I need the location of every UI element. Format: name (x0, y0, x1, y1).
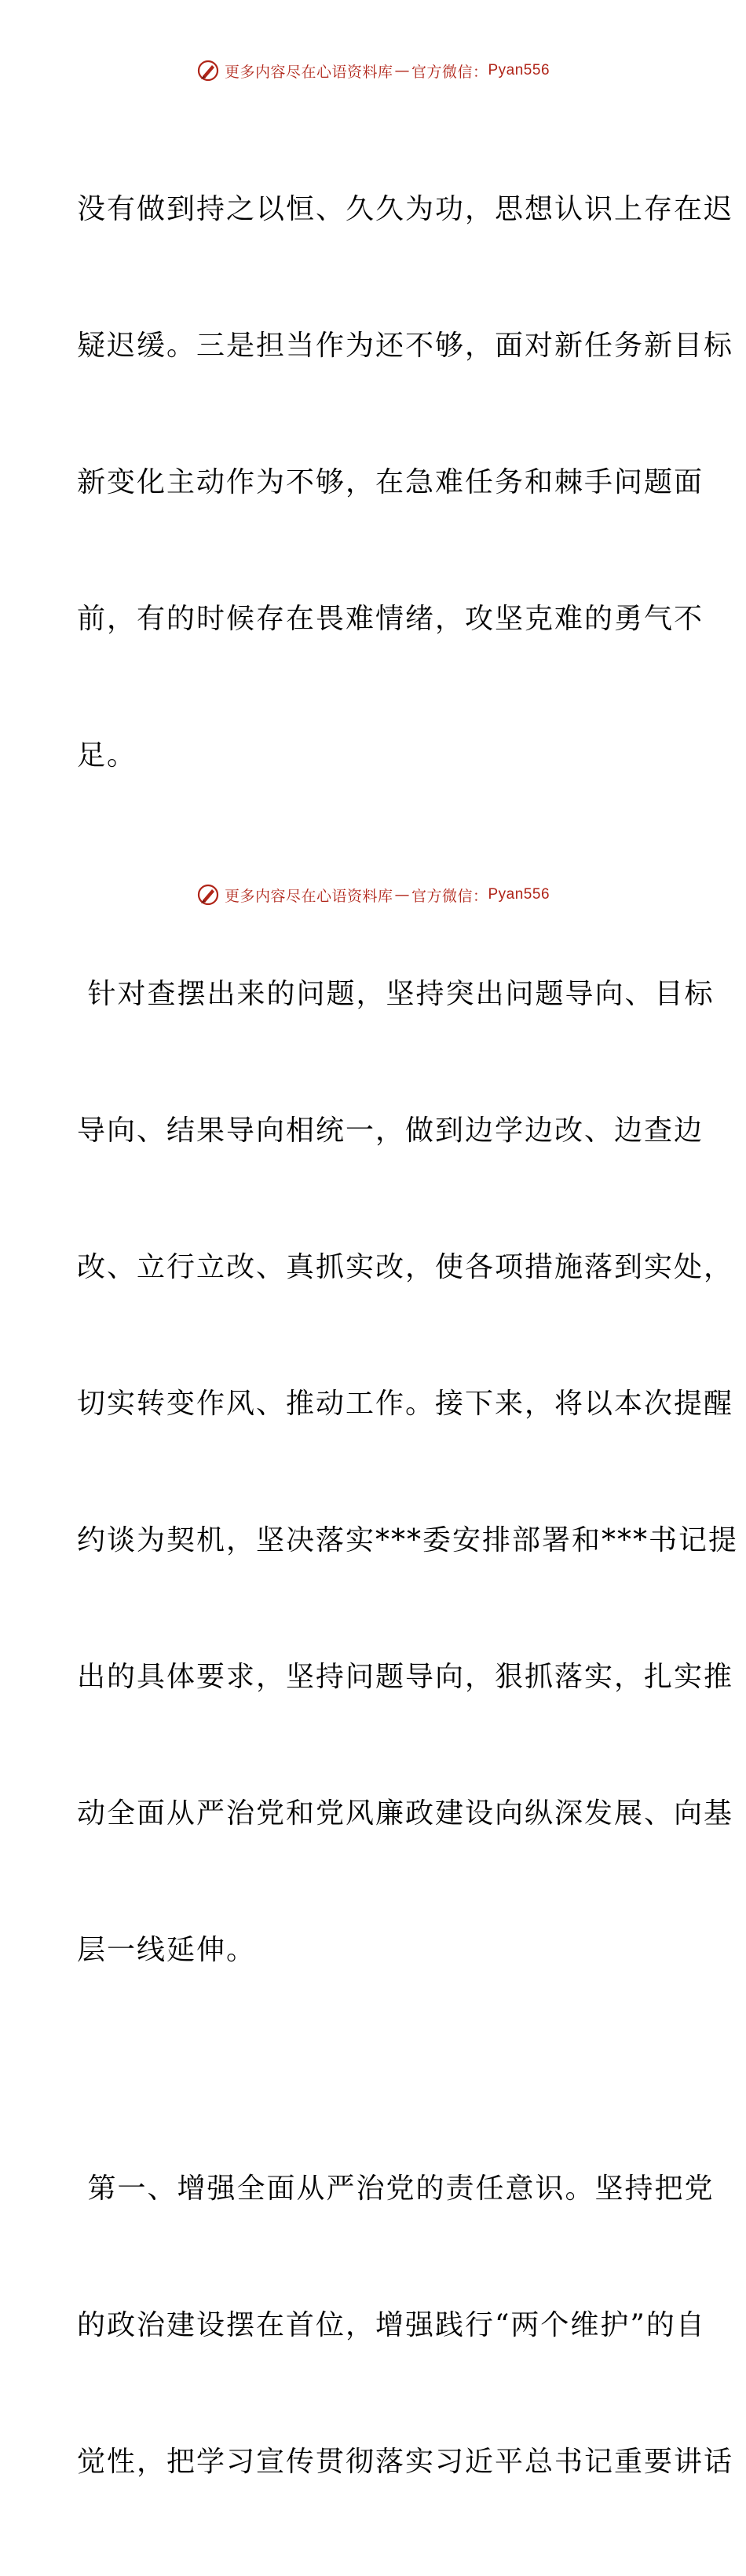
document-body (77, 96, 739, 2576)
watermark-official: 官方微信： (411, 887, 488, 905)
pen-circle-icon (196, 59, 220, 82)
text-line: 足。 (77, 739, 137, 772)
paragraph-2 (77, 881, 739, 2064)
header-watermark (0, 55, 746, 86)
text-line: 没有做到持之以恒、久久为功，思想认识上存在迟 (77, 193, 734, 225)
text-line: 第一、增强全面从严治党的责任意识。坚持把党 (77, 2173, 715, 2205)
text-line: 动全面从严治党和党风廉政建设向纵深发展、向基 (77, 1797, 734, 1830)
watermark-handle: Pyan556 (488, 886, 550, 903)
paragraph-3 (77, 2075, 734, 2576)
text-line: 改、立行立改、真抓实改，使各项措施落到实处， (77, 1251, 734, 1283)
watermark-text: 更多内容尽在心语资料库 (224, 63, 393, 81)
text-line: 层一线延伸。 (77, 1934, 257, 1966)
text-line: 约谈为契机，坚决落实***委安排部署和***书记提 (77, 1524, 739, 1556)
watermark-separator: — (394, 886, 410, 903)
watermark-official: 官方微信： (411, 63, 488, 81)
text-line: 导向、结果导向相统一，做到边学边改、边查边 (77, 1115, 704, 1147)
paragraph-1 (77, 96, 734, 870)
watermark-separator: — (394, 62, 410, 79)
text-line: 的政治建设摆在首位，增强践行“两个维护”的自 (77, 2309, 706, 2341)
text-line: 切实转变作风、推动工作。接下来，将以本次提醒 (77, 1388, 734, 1420)
pen-circle-icon (196, 883, 220, 907)
text-line: 觉性，把学习宣传贯彻落实习近平总书记重要讲话 (77, 2446, 734, 2478)
text-line: 出的具体要求，坚持问题导向，狠抓落实，扎实推 (77, 1661, 734, 1693)
watermark-handle: Pyan556 (488, 62, 550, 78)
footer-watermark (0, 879, 746, 910)
watermark-text: 更多内容尽在心语资料库 (224, 887, 393, 905)
text-line: 针对查摆出来的问题，坚持突出问题导向、目标 (77, 978, 715, 1010)
text-line: 疑迟缓。三是担当作为还不够，面对新任务新目标 (77, 330, 734, 362)
text-line: 前，有的时候存在畏难情绪，攻坚克难的勇气不 (77, 603, 704, 635)
text-line: 新变化主动作为不够，在急难任务和棘手问题面 (77, 466, 704, 498)
